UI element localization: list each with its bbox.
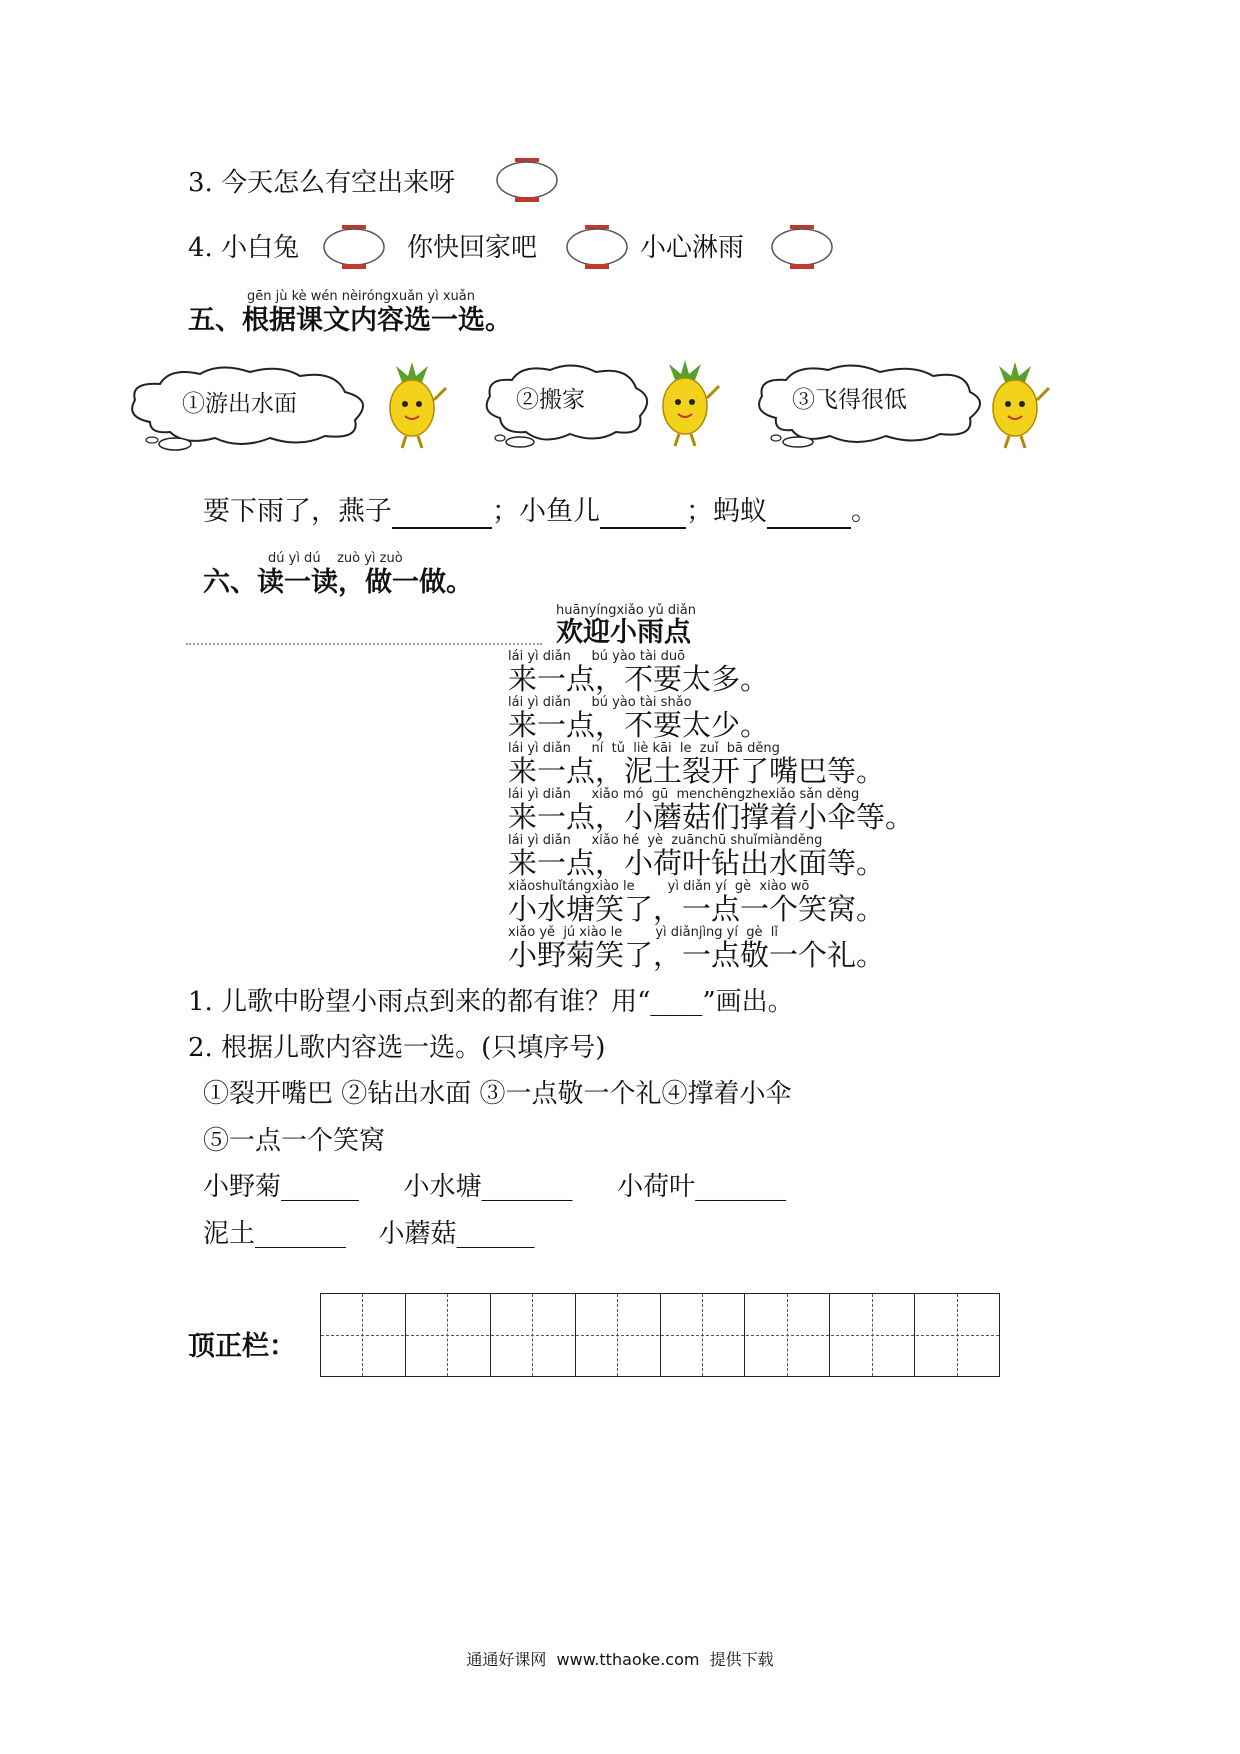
lantern-icon[interactable] (322, 223, 386, 271)
footer-text: 通通好课网 www.tthaoke.com 提供下载 (466, 1650, 774, 1669)
fill-mushroom[interactable]: 小蘑菇______ (378, 1219, 535, 1249)
section6-q2: 2. 根据儿歌内容选一选。(只填序号) (188, 1033, 606, 1063)
poem-line-pinyin: lái yì diǎn xiǎo mó gū menchēngzhexiǎo sǎn děng (508, 787, 860, 802)
item-4 (188, 233, 299, 263)
poem-line (508, 880, 914, 926)
dotted-divider (186, 643, 542, 645)
swallow-blank[interactable] (392, 497, 492, 529)
poem-line-text: 来一点，泥土裂开了嘴巴等。 (508, 754, 886, 788)
poem-line (508, 834, 914, 880)
correction-grid[interactable] (320, 1293, 1000, 1377)
lantern-icon[interactable] (770, 223, 834, 271)
fill-soil[interactable]: 泥土_______ (203, 1219, 347, 1249)
poem-line-pinyin: lái yì diǎn bú yào tài duō (508, 649, 686, 664)
poem-line (508, 788, 914, 834)
poem-line-text: 来一点，不要太少。 (508, 708, 770, 742)
grid-midline (321, 1335, 999, 1336)
lantern-icon[interactable] (495, 156, 559, 204)
poem-line (508, 650, 914, 696)
fill-line1 (203, 1172, 786, 1202)
poem-line (508, 742, 914, 788)
cloud-option-1-label: ①游出水面 (182, 391, 297, 417)
section6-q1: 1. 儿歌中盼望小雨点到来的都有谁？用“____”画出。 (188, 987, 794, 1017)
choices-line2: ⑤一点一个笑窝 (203, 1126, 386, 1156)
choices-line1: ①裂开嘴巴 ②钻出水面 ③一点敬一个礼④撑着小伞 (203, 1079, 792, 1109)
poem-line-text: 来一点，小荷叶钻出水面等。 (508, 846, 886, 880)
fill-pond[interactable]: 小水塘_______ (403, 1172, 573, 1202)
lantern-icon[interactable] (565, 223, 629, 271)
sentence-part2: ；小鱼儿 (492, 496, 600, 527)
poem-line-pinyin: lái yì diǎn ní tǔ liè kāi le zuǐ bā děng (508, 741, 780, 756)
poem-title: 欢迎小雨点 (556, 617, 691, 648)
item-4-part2: 你快回家吧 (407, 233, 538, 263)
section6-title: 六、读一读，做一做。 (203, 567, 473, 598)
poem-title-pinyin: huānyíngxiǎo yǔ diǎn (556, 603, 696, 618)
cloud-option-2-label: ②搬家 (516, 387, 585, 413)
poem-line (508, 926, 914, 972)
poem-line-pinyin: lái yì diǎn bú yào tài shǎo (508, 695, 692, 710)
item-4-part1: 4. 小白兔 (188, 233, 300, 263)
poem-line (508, 696, 914, 742)
sentence-part3: ；蚂蚁 (686, 496, 767, 527)
pineapple-icon (372, 360, 452, 450)
poem-line-text: 小水塘笑了，一点一个笑窝。 (508, 892, 886, 926)
correction-label: 顶正栏： (188, 1331, 296, 1362)
item-3 (188, 168, 455, 198)
cloud-option-3-label: ③飞得很低 (792, 387, 907, 413)
section5-title: 五、根据课文内容选一选。 (188, 305, 512, 336)
sentence-part4: 。 (851, 496, 878, 527)
poem-line-text: 小野菊笑了，一点敬一个礼。 (508, 938, 886, 972)
section6-pinyin: dú yì dú zuò yì zuò (268, 551, 403, 566)
fish-blank[interactable] (600, 497, 686, 529)
section5-sentence (203, 497, 878, 529)
fill-lotus-leaf[interactable]: 小荷叶_______ (617, 1172, 787, 1202)
poem-line-pinyin: lái yì diǎn xiǎo hé yè zuānchū shuǐmiànděng (508, 833, 823, 848)
ant-blank[interactable] (767, 497, 851, 529)
poem-line-pinyin: xiǎoshuǐtángxiào le yì diǎn yí gè xiào wō (508, 879, 810, 894)
fill-line2 (203, 1219, 535, 1249)
pineapple-icon (645, 358, 725, 448)
poem (508, 650, 914, 972)
sentence-part1: 要下雨了，燕子 (203, 496, 392, 527)
poem-line-text: 来一点，小蘑菇们撑着小伞等。 (508, 800, 915, 834)
item-3-text: 3. 今天怎么有空出来呀 (188, 168, 456, 198)
pineapple-icon (975, 360, 1055, 450)
section5-pinyin: gēn jù kè wén nèiróngxuǎn yì xuǎn (247, 289, 476, 304)
item-4-part3: 小心淋雨 (640, 233, 745, 263)
poem-line-pinyin: xiǎo yě jú xiào le yì diǎnjìng yí gè lǐ (508, 925, 778, 940)
poem-line-text: 来一点，不要太多。 (508, 662, 770, 696)
fill-wild-chrysanthemum[interactable]: 小野菊______ (203, 1172, 360, 1202)
